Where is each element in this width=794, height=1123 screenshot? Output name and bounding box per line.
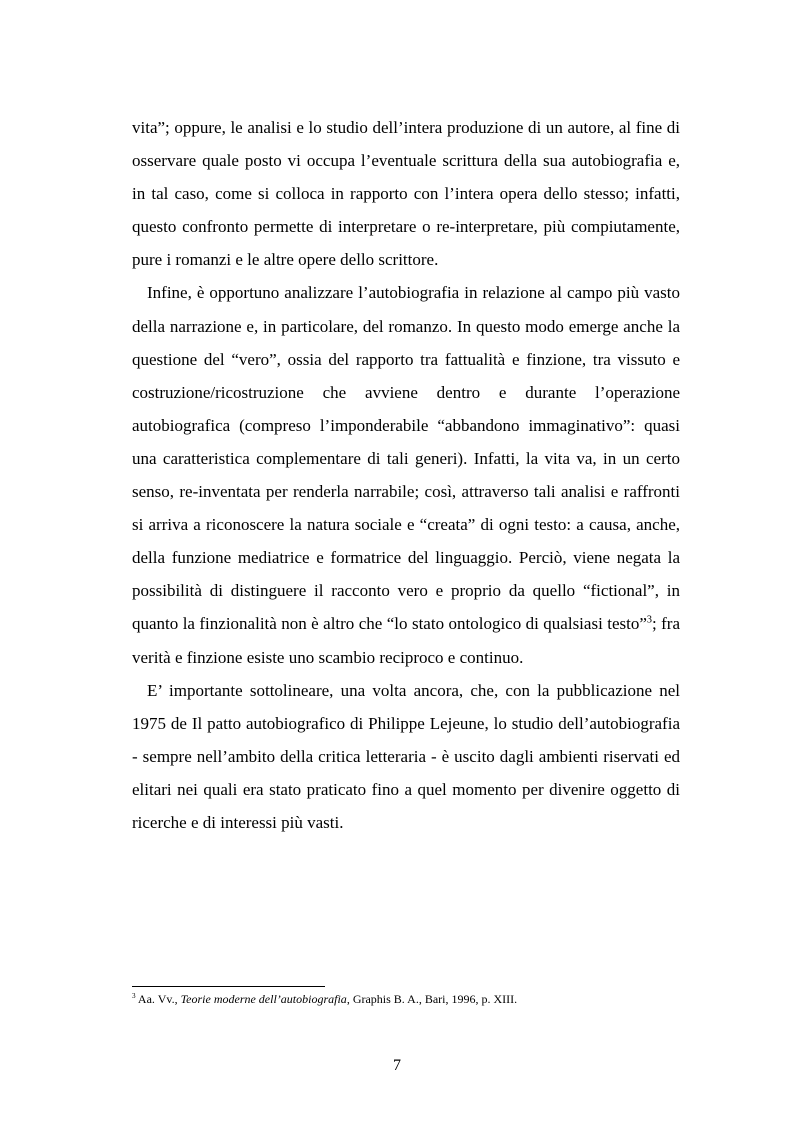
paragraph-2-tail: ; fra verità e finzione esiste uno scambio reciproco e continuo. [132, 614, 681, 667]
paragraph-2-text: Infine, è opportuno analizzare l’autobiografia in relazione al campo più vasto della narrazione e, in particolare, del romanzo. In questo modo emerge anche la questione del “vero”, ossia del rapporto tra fattualità e finzione, tra vissuto e costruzione/ricostruzione che avviene dentro e durante l’operazione autobiografica (compreso l’imponderabile “abbandono immaginativo”: quasi una caratteristica complementare di tali generi). Infatti, la vita va, in un certo senso, re-inventata per renderla narrabile; così, attraverso tali analisi e raffronti si arriva a riconoscere la natura sociale e “creata” di ogni testo: a causa, anche, della funzione mediatrice e formatrice del linguaggio. Perciò, viene negata la possibilità di distinguere il racconto vero e proprio da quello “fictional”, in quanto la finzionalità non è altro che “lo stato ontologico di qualsiasi testo” [132, 283, 680, 634]
paragraph-1: vita”; oppure, le analisi e lo studio dell’intera produzione di un autore, al fine di osservare quale posto vi occupa l’eventuale scrittura della sua autobiografia e, in tal caso, come si colloca in rapporto con l’intera opera dello stesso; infatti, questo confronto permette di interpretare o re-interpretare, più compiutamente, pure i romanzi e le altre opere dello scrittore. [132, 118, 680, 270]
footnote-separator [132, 986, 325, 987]
footnote-text-after: , Graphis B. A., Bari, 1996, p. XIII. [346, 992, 518, 1006]
paragraph-3: E’ importante sottolineare, una volta ancora, che, con la pubblicazione nel 1975 de Il patto autobiografico di Philippe Lejeune, lo studio dell’autobiografia - sempre nell’ambito della critica letteraria - è uscito dagli ambienti riservati ed elitari nei quali era stato praticato fino a quel momento per divenire oggetto di ricerche e di interessi più vasti. [132, 680, 680, 832]
page-number: 7 [393, 1057, 401, 1074]
footnote [132, 991, 680, 1007]
footnote-text-before: Aa. Vv., [135, 992, 181, 1006]
footnote-reference: 3 [646, 614, 652, 626]
footnote-book-title: Teorie moderne dell’autobiografia [180, 992, 347, 1006]
document-body [132, 111, 680, 839]
footnote-marker: 3 [132, 992, 136, 1000]
paragraph-2 [132, 276, 680, 673]
